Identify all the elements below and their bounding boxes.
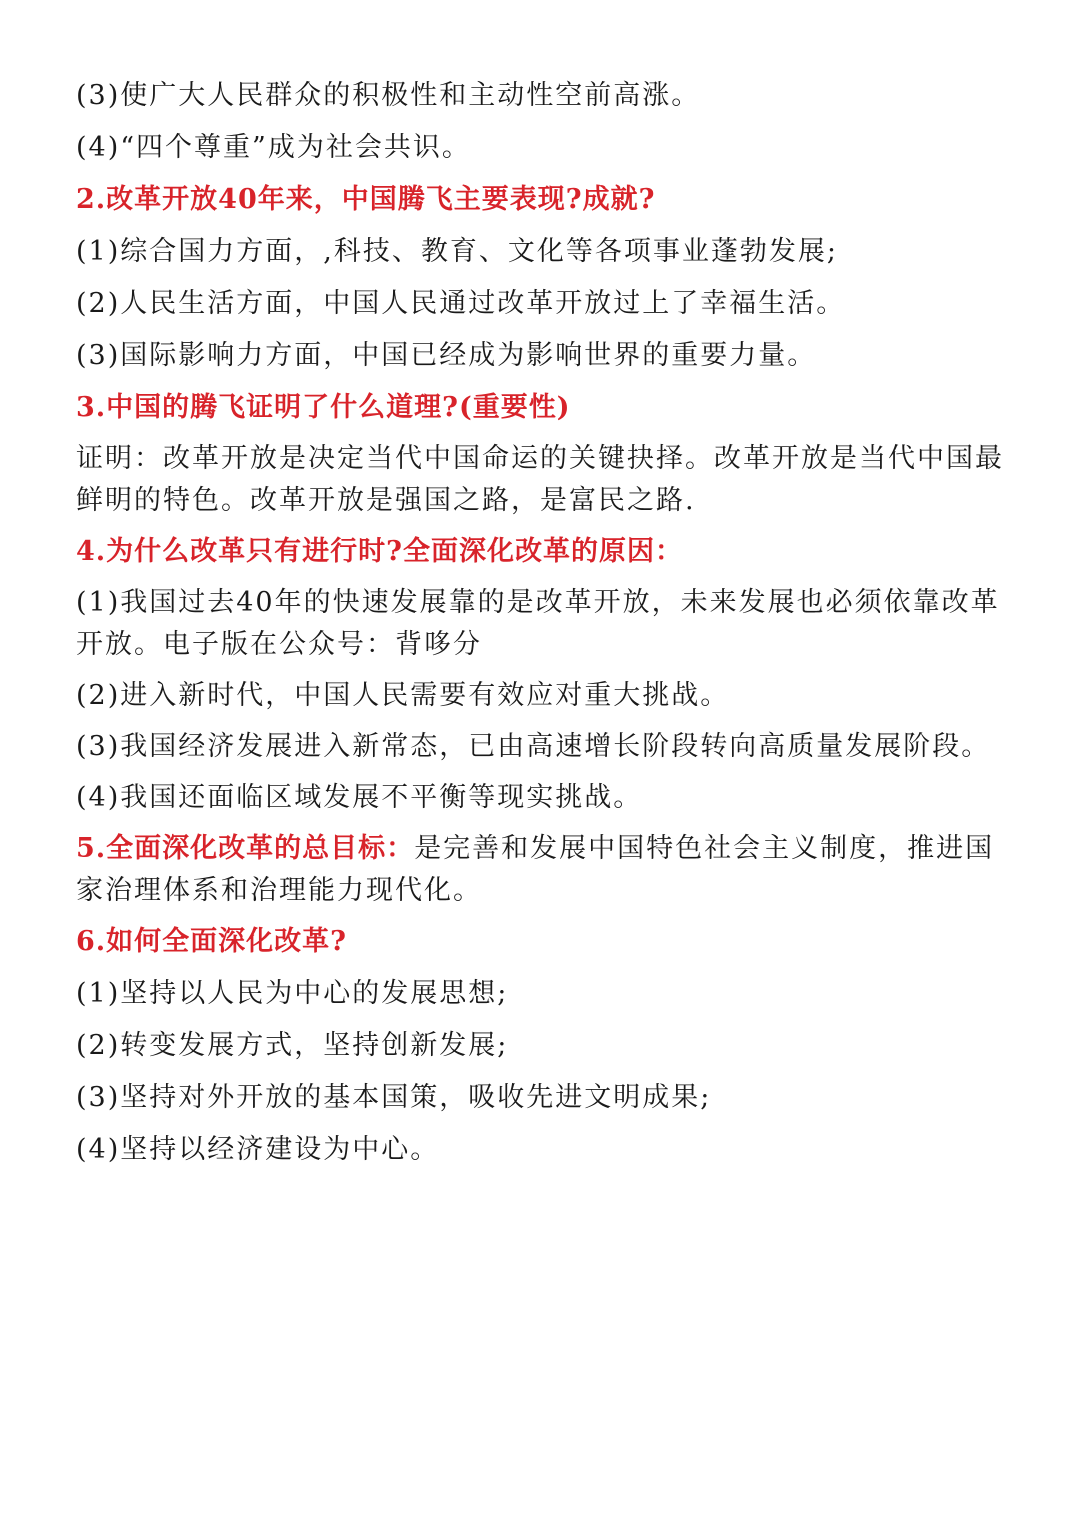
- question-4-item-4: (4)我国还面临区域发展不平衡等现实挑战。: [76, 782, 643, 813]
- intro-item-4: (4)“四个尊重”成为社会共识。: [76, 132, 471, 163]
- question-3-answer: 证明：改革开放是决定当代中国命运的关键抉择。改革开放是当代中国最鲜明的特色。改革开放是强国之路，是富民之路.: [76, 443, 1004, 516]
- question-4-heading: 4.为什么改革只有进行时?全面深化改革的原因：: [76, 536, 684, 567]
- question-5-block: [76, 828, 1020, 912]
- question-6-item-4: (4)坚持以经济建设为中心。: [76, 1134, 440, 1165]
- question-2-heading: 2.改革开放40年来，中国腾飞主要表现?成就?: [76, 184, 656, 215]
- question-4-item-1: (1)我国过去40年的快速发展靠的是改革开放，未来发展也必须依靠改革开放。电子版在公众号：背哆分: [76, 587, 1000, 660]
- question-2-item-2: (2)人民生活方面，中国人民通过改革开放过上了幸福生活。: [76, 288, 846, 319]
- question-6-item-1: (1)坚持以人民为中心的发展思想;: [76, 978, 509, 1009]
- question-6-heading: 6.如何全面深化改革?: [76, 926, 348, 957]
- document-page: [76, 74, 1020, 1180]
- question-2-item-1: (1)综合国力方面，,科技、教育、文化等各项事业蓬勃发展;: [76, 236, 838, 267]
- question-6-item-3: (3)坚持对外开放的基本国策，吸收先进文明成果;: [76, 1082, 712, 1113]
- question-2-item-3: (3)国际影响力方面，中国已经成为影响世界的重要力量。: [76, 340, 817, 371]
- question-3-heading: 3.中国的腾飞证明了什么道理?(重要性): [76, 392, 571, 423]
- question-6-item-2: (2)转变发展方式，坚持创新发展;: [76, 1030, 509, 1061]
- question-5-heading: 5.全面深化改革的总目标：: [76, 833, 415, 864]
- question-5-answer: 是完善和发展中国特色社会主义制度，推进国家治理体系和治理能力现代化。: [76, 833, 995, 906]
- intro-item-3: (3)使广大人民群众的积极性和主动性空前高涨。: [76, 80, 701, 111]
- question-4-item-3: (3)我国经济发展进入新常态，已由高速增长阶段转向高质量发展阶段。: [76, 731, 991, 762]
- question-4-item-2: (2)进入新时代，中国人民需要有效应对重大挑战。: [76, 680, 730, 711]
